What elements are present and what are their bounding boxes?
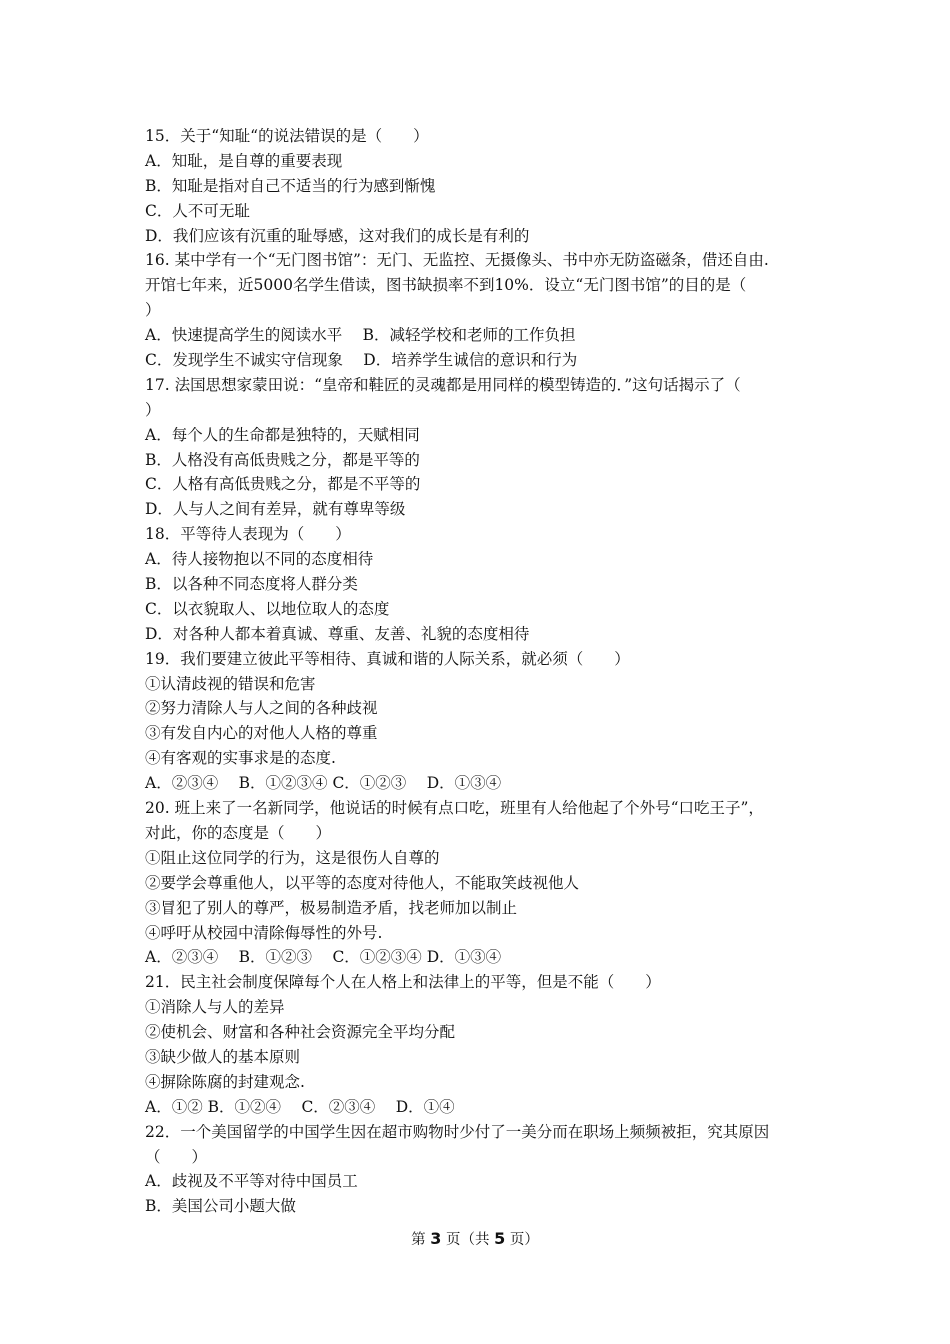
answer-option: C．人不可无耻 <box>145 201 250 220</box>
question-block <box>145 796 815 970</box>
question-stem-line: ） <box>145 400 161 419</box>
question-stem-line: ④呼吁从校园中清除侮辱性的外号. <box>145 923 383 942</box>
answer-option: C．人格有高低贵贱之分，都是不平等的 <box>145 475 421 494</box>
question-block <box>145 1120 815 1220</box>
answer-option: C．以衣貌取人、以地位取人的态度 <box>145 599 390 618</box>
answer-option: A．快速提高学生的阅读水平 B．减轻学校和老师的工作负担 <box>145 326 576 345</box>
answer-option: A．待人接物抱以不同的态度相待 <box>145 550 374 569</box>
question-stem-line: 21．民主社会制度保障每个人在人格上和法律上的平等，但是不能（ ） <box>145 973 661 992</box>
question-block <box>145 522 815 646</box>
answer-option: D．我们应该有沉重的耻辱感，这对我们的成长是有利的 <box>145 226 530 245</box>
answer-option: A．①② B．①②④ C．②③④ D．①④ <box>145 1097 455 1116</box>
question-block <box>145 647 815 796</box>
answer-option: A．②③④ B．①②③④ C．①②③ D．①③④ <box>145 774 502 793</box>
answer-option: D．人与人之间有差异，就有尊卑等级 <box>145 500 406 519</box>
question-stem-line: 对此，你的态度是（ ） <box>145 823 332 842</box>
question-stem-line: ④有客观的实事求是的态度. <box>145 749 336 768</box>
question-stem-line: 20. 班上来了一名新同学，他说话的时候有点口吃，班里有人给他起了个外号“口吃王子”， <box>145 799 764 818</box>
question-stem-line: ①认清歧视的错误和危害 <box>145 674 316 693</box>
question-stem-line: （ ） <box>145 1147 208 1166</box>
question-block <box>145 970 815 1119</box>
question-stem-line: ） <box>145 301 161 320</box>
answer-option: C．发现学生不诚实守信现象 D．培养学生诚信的意识和行为 <box>145 351 578 370</box>
question-stem-line: ①阻止这位同学的行为，这是很伤人自尊的 <box>145 848 440 867</box>
question-stem-line: 17. 法国思想家蒙田说：“皇帝和鞋匠的灵魂都是用同样的模型铸造的．”这句话揭示了（ <box>145 375 741 394</box>
footer-suffix: 页） <box>505 1232 539 1248</box>
answer-option: A．知耻，是自尊的重要表现 <box>145 151 343 170</box>
footer-prefix: 第 <box>411 1232 431 1248</box>
question-stem-line: ②使机会、财富和各种社会资源完全平均分配 <box>145 1023 456 1042</box>
answer-option: A．②③④ B．①②③ C．①②③④ D．①③④ <box>145 948 502 967</box>
answer-option: A．每个人的生命都是独特的，天赋相同 <box>145 425 420 444</box>
question-block <box>145 373 815 522</box>
question-stem-line: 18．平等待人表现为（ ） <box>145 525 351 544</box>
page-footer <box>0 1227 950 1252</box>
answer-option: B．美国公司小题大做 <box>145 1197 296 1216</box>
question-stem-line: ③冒犯了别人的尊严，极易制造矛盾，找老师加以制止 <box>145 898 518 917</box>
question-block <box>145 248 815 372</box>
question-stem-line: 22．一个美国留学的中国学生因在超市购物时少付了一美分而在职场上频频被拒，究其原因 <box>145 1122 770 1141</box>
question-stem-line: 16. 某中学有一个“无门图书馆”：无门、无监控、无摄像头、书中亦无防盗磁条，借还自由. <box>145 251 769 270</box>
answer-option: B．以各种不同态度将人群分类 <box>145 575 358 594</box>
question-stem-line: ②要学会尊重他人，以平等的态度对待他人，不能取笑歧视他人 <box>145 873 580 892</box>
total-page-number: 5 <box>494 1229 506 1248</box>
question-list <box>145 124 815 1219</box>
question-stem-line: ③缺少做人的基本原则 <box>145 1047 301 1066</box>
question-block <box>145 124 815 248</box>
question-stem-line: ④摒除陈腐的封建观念. <box>145 1072 305 1091</box>
question-stem-line: 开馆七年来，近5000名学生借读，图书缺损率不到10%．设立“无门图书馆”的目的是（ <box>145 276 747 295</box>
answer-option: B．人格没有高低贵贱之分，都是平等的 <box>145 450 420 469</box>
current-page-number: 3 <box>430 1229 442 1248</box>
question-stem-line: 15．关于“知耻“的说法错误的是（ ） <box>145 127 429 145</box>
answer-option: A．歧视及不平等对待中国员工 <box>145 1172 358 1191</box>
answer-option: D．对各种人都本着真诚、尊重、友善、礼貌的态度相待 <box>145 624 530 643</box>
answer-option: B．知耻是指对自己不适当的行为感到惭愧 <box>145 176 436 195</box>
question-stem-line: ①消除人与人的差异 <box>145 998 285 1017</box>
question-stem-line: ③有发自内心的对他人人格的尊重 <box>145 724 378 743</box>
footer-middle: 页（共 <box>441 1232 495 1248</box>
question-stem-line: ②努力清除人与人之间的各种歧视 <box>145 699 378 718</box>
question-stem-line: 19．我们要建立彼此平等相待、真诚和谐的人际关系，就必须（ ） <box>145 649 630 668</box>
